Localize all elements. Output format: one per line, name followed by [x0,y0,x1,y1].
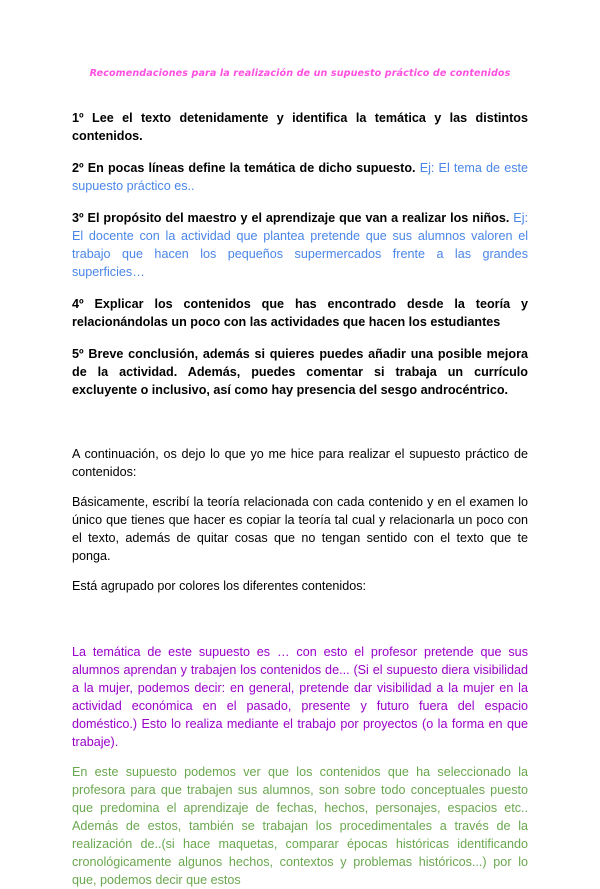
explanation-paragraph: Básicamente, escribí la teoría relacionada con cada contenido y en el examen lo único que tienes que hacer es copiar la teoría tal cual y relacionarla un poco con el texto, además de quitar cosas que no tengan sentido con el texto que te ponga. [72,495,528,563]
contents-paragraph: En este supuesto podemos ver que los contenidos que ha seleccionado la profesora para que trabajen sus alumnos, son sobre todo conceptuales puesto que predomina el aprendizaje de fechas, hechos, personajes, espacios etc.. Además de estos, también se trabajan los procedimentales a través de la realización de..(si hace maquetas, comparar épocas históricas identificando cronológicamente algunos hechos, contextos y problemas históricos...) por lo que, podemos decir que estos [72,765,528,887]
document-title: Recomendaciones para la realización de un supuesto práctico de contenidos [89,68,511,79]
step-4-text: 4º Explicar los contenidos que has encontrado desde la teoría y relacionándolas un poco con las actividades que hacen los estudiantes [72,297,528,329]
intro-paragraph: A continuación, os dejo lo que yo me hice para realizar el supuesto práctico de contenidos: [72,447,528,479]
step-3-text: 3º El propósito del maestro y el aprendizaje que van a realizar los niños. [72,211,510,225]
spacer [72,413,528,445]
step-2-example: Ej: El tema de este supuesto práctico es.. [72,161,529,193]
step-4 [72,295,528,331]
step-5 [72,345,528,399]
colors-note-paragraph: Está agrupado por colores los diferentes contenidos: [72,579,367,593]
step-1-text: 1º Lee el texto detenidamente y identifica la temática y las distintos contenidos. [72,111,528,143]
step-2-text: 2º En pocas líneas define la temática de dicho supuesto. [72,161,416,175]
spacer [72,607,528,643]
thematic-paragraph: La temática de este supuesto es … con esto el profesor pretende que sus alumnos aprendan y trabajen los contenidos de... (Si el supuesto diera visibilidad a la mujer, podemos decir: en general, pretende dar visibilidad a la mujer en la actividad económica en el pasado, presente y futuro fuera del espacio doméstico.) Esto lo realiza mediante el trabajo por proyectos (o la forma en que trabaje). [72,645,528,749]
step-3-example: Ej: El docente con la actividad que plantea pretende que sus alumnos valoren el trabajo que hacen los pequeños supermercados frente a las grandes superficies… [72,211,528,279]
step-1 [72,109,528,145]
step-3 [72,209,528,281]
step-5-text: 5º Breve conclusión, además si quieres puedes añadir una posible mejora de la actividad. Además, puedes comentar si trabaja un currículo excluyente o inclusivo, así como hay presencia del sesgo androcéntrico. [72,347,528,397]
step-2 [72,159,528,195]
